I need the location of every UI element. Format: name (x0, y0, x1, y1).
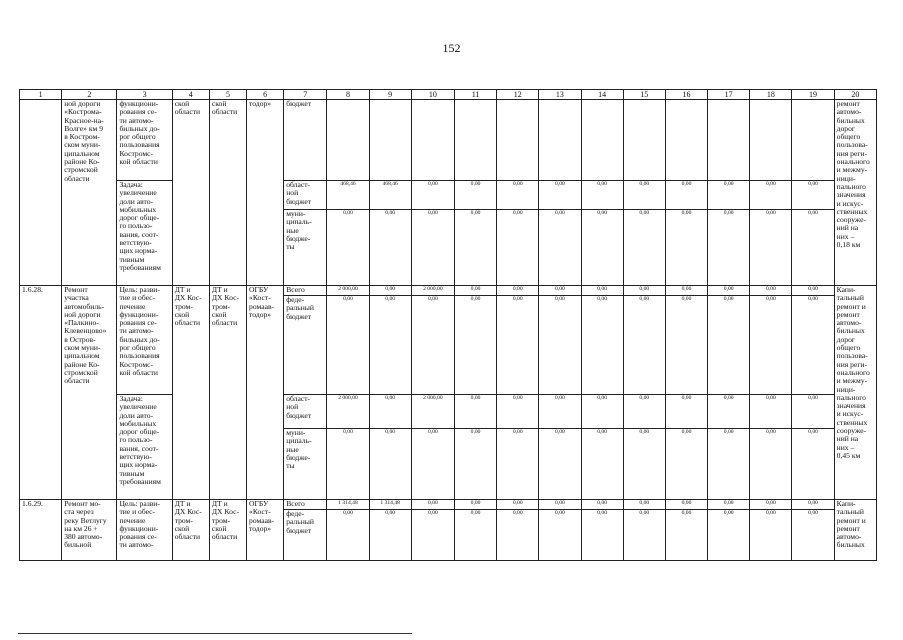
column-header: 18 (750, 90, 792, 100)
value-cell (708, 100, 750, 181)
column-header: 10 (411, 90, 454, 100)
column-header: 12 (497, 90, 539, 100)
header-row (20, 90, 877, 100)
value-cell: 0,00 (750, 296, 792, 395)
column-header: 13 (539, 90, 581, 100)
value-cell: 0,00 (369, 210, 411, 286)
column-header: 2 (62, 90, 117, 100)
value-cell (792, 100, 834, 181)
coexecutor-cell: ОГБУ «Кост- ромаав- тодор» (247, 500, 284, 561)
value-cell: 2 000,00 (411, 286, 454, 296)
value-cell: 0,00 (497, 395, 539, 429)
column-header: 3 (117, 90, 172, 100)
footer-rule (18, 633, 412, 634)
value-cell: 0,00 (750, 395, 792, 429)
goal-cell: функциони- рования се- ти автомо- бильных до- рог общего пользования Костромс- кой области (117, 100, 172, 181)
value-cell: 2 000,00 (327, 286, 369, 296)
task-cell: Задача: увеличение доли авто- мобильных дорог обще- го пользо- вания, соот- ветствую- щих норма- тивным требованиям (117, 395, 172, 500)
value-cell: 2 000,00 (327, 395, 369, 429)
value-cell: 0,00 (750, 429, 792, 500)
column-header: 16 (665, 90, 707, 100)
value-cell (454, 100, 496, 181)
executor-cell: ской области (209, 100, 246, 286)
goal-cell: Цель: разви- тие и обес- печение функциони- рования се- ти автомо- (117, 500, 172, 561)
value-cell: 1 314,48 (369, 500, 411, 510)
value-cell: 0,00 (792, 210, 834, 286)
value-cell (411, 100, 454, 181)
value-cell: 0,00 (665, 395, 707, 429)
value-cell: 0,00 (792, 395, 834, 429)
table-row (20, 181, 877, 210)
name-cell: Ремонт мо- ста через реку Ветлугу на км 26 + 380 автомо- бильной (62, 500, 117, 561)
value-cell: 0,00 (454, 429, 496, 500)
value-cell: 0,00 (539, 429, 581, 500)
value-cell: 0,00 (581, 510, 623, 561)
value-cell: 0,00 (623, 500, 665, 510)
source-cell: област- ной бюджет (284, 395, 327, 429)
value-cell: 0,00 (369, 429, 411, 500)
value-cell: 468,46 (369, 181, 411, 210)
table-row (20, 395, 877, 429)
value-cell: 0,00 (665, 181, 707, 210)
executor-cell: ДТ и ДХ Кос- тром- ской области (209, 286, 246, 500)
value-cell: 0,00 (623, 296, 665, 395)
value-cell: 0,00 (539, 296, 581, 395)
value-cell (665, 100, 707, 181)
value-cell: 0,00 (665, 296, 707, 395)
value-cell: 0,00 (750, 181, 792, 210)
value-cell: 0,00 (623, 181, 665, 210)
table-body (20, 90, 877, 561)
column-header: 11 (454, 90, 496, 100)
number-cell: 1.6.29. (20, 500, 62, 561)
value-cell: 1 314,48 (327, 500, 369, 510)
column-header: 20 (834, 90, 876, 100)
value-cell: 0,00 (581, 181, 623, 210)
executor-cell: ской области (172, 100, 209, 286)
value-cell: 0,00 (623, 286, 665, 296)
value-cell: 0,00 (665, 210, 707, 286)
value-cell: 0,00 (623, 210, 665, 286)
value-cell: 0,00 (369, 510, 411, 561)
value-cell: 0,00 (497, 286, 539, 296)
column-header: 8 (327, 90, 369, 100)
source-cell: Всего (284, 286, 327, 296)
value-cell (327, 100, 369, 181)
name-cell: ной дороги «Кострома- Красное-на- Волге» км 9 в Костром- ском муни- ципальном районе Ко- стромской области (62, 100, 117, 286)
value-cell: 0,00 (497, 210, 539, 286)
value-cell: 0,00 (497, 181, 539, 210)
column-header: 17 (708, 90, 750, 100)
value-cell: 0,00 (581, 395, 623, 429)
value-cell: 0,00 (792, 296, 834, 395)
executor-cell: ДТ и ДХ Кос- тром- ской области (172, 286, 209, 500)
value-cell: 0,00 (539, 500, 581, 510)
value-cell: 0,00 (497, 510, 539, 561)
value-cell: 0,00 (454, 210, 496, 286)
result-cell: Капи- тальный ремонт и ремонт автомо- бильных (834, 500, 876, 561)
value-cell: 0,00 (581, 500, 623, 510)
value-cell: 0,00 (327, 429, 369, 500)
value-cell: 0,00 (792, 500, 834, 510)
value-cell (369, 100, 411, 181)
value-cell: 0,00 (708, 286, 750, 296)
value-cell: 0,00 (369, 286, 411, 296)
value-cell (497, 100, 539, 181)
value-cell: 0,00 (708, 210, 750, 286)
value-cell: 0,00 (327, 210, 369, 286)
value-cell: 0,00 (623, 510, 665, 561)
value-cell: 0,00 (708, 296, 750, 395)
value-cell: 0,00 (497, 429, 539, 500)
value-cell: 0,00 (411, 429, 454, 500)
value-cell: 0,00 (411, 296, 454, 395)
result-cell: ремонт автомо- бильных дорог общего пользова- ния реги- онального и межму- ници- пального значения и искус- ственных сооруже- ний на них – 0,18 км (834, 100, 876, 286)
value-cell: 0,00 (708, 429, 750, 500)
value-cell: 0,00 (539, 510, 581, 561)
value-cell: 0,00 (623, 429, 665, 500)
value-cell: 0,00 (411, 181, 454, 210)
table-row (20, 100, 877, 181)
value-cell: 0,00 (708, 510, 750, 561)
value-cell (623, 100, 665, 181)
source-cell: област- ной бюджет (284, 181, 327, 210)
value-cell: 0,00 (665, 429, 707, 500)
table-row (20, 286, 877, 296)
value-cell (539, 100, 581, 181)
value-cell: 0,00 (327, 510, 369, 561)
value-cell: 0,00 (750, 210, 792, 286)
value-cell: 0,00 (454, 286, 496, 296)
value-cell: 0,00 (411, 510, 454, 561)
budget-table (19, 89, 877, 561)
value-cell: 0,00 (581, 286, 623, 296)
value-cell: 0,00 (539, 181, 581, 210)
executor-cell: ДТ и ДХ Кос- тром- ской области (209, 500, 246, 561)
column-header: 14 (581, 90, 623, 100)
value-cell: 0,00 (581, 210, 623, 286)
task-cell: Задача: увеличение доли авто- мобильных дорог обще- го пользо- вания, соот- ветствую- щих норма- тивным требованиям (117, 181, 172, 286)
result-cell: Капи- тальный ремонт и ремонт автомо- бильных дорог общего пользова- ния реги- онального и межму- ници- пального значения и искус- ственных сооруже- ний на них – 0,45 км (834, 286, 876, 500)
value-cell (581, 100, 623, 181)
value-cell: 2 000,00 (411, 395, 454, 429)
column-header: 9 (369, 90, 411, 100)
value-cell: 0,00 (497, 500, 539, 510)
value-cell: 0,00 (750, 500, 792, 510)
value-cell: 0,00 (665, 286, 707, 296)
value-cell: 0,00 (454, 181, 496, 210)
table-row (20, 500, 877, 510)
value-cell (750, 100, 792, 181)
value-cell: 0,00 (708, 395, 750, 429)
value-cell: 0,00 (750, 510, 792, 561)
value-cell: 0,00 (792, 429, 834, 500)
value-cell: 0,00 (369, 296, 411, 395)
page-number: 152 (442, 41, 461, 55)
value-cell: 0,00 (454, 395, 496, 429)
source-cell: Всего (284, 500, 327, 510)
coexecutor-cell: ОГБУ «Кост- ромаав- тодор» (247, 286, 284, 500)
number-cell (20, 100, 62, 286)
column-header: 7 (284, 90, 327, 100)
column-header: 1 (20, 90, 62, 100)
value-cell: 0,00 (411, 500, 454, 510)
column-header: 5 (209, 90, 246, 100)
value-cell: 0,00 (708, 181, 750, 210)
value-cell: 0,00 (539, 210, 581, 286)
goal-cell: Цель: разви- тие и обес- печение функциони- рования се- ти автомо- бильных до- рог общего пользования Костромс- кой области (117, 286, 172, 395)
column-header: 19 (792, 90, 834, 100)
value-cell: 0,00 (369, 395, 411, 429)
source-cell: муни- ципаль- ные бюдже- ты (284, 429, 327, 500)
source-cell: феде- ральный бюджет (284, 296, 327, 395)
value-cell: 0,00 (623, 395, 665, 429)
value-cell: 0,00 (581, 296, 623, 395)
value-cell: 0,00 (581, 429, 623, 500)
source-cell: феде- ральный бюджет (284, 510, 327, 561)
value-cell: 0,00 (539, 395, 581, 429)
value-cell: 0,00 (708, 500, 750, 510)
number-cell: 1.6.28. (20, 286, 62, 500)
source-cell: бюджет (284, 100, 327, 181)
column-header: 6 (247, 90, 284, 100)
value-cell: 0,00 (750, 286, 792, 296)
value-cell: 0,00 (539, 286, 581, 296)
value-cell: 0,00 (411, 210, 454, 286)
value-cell: 0,00 (454, 500, 496, 510)
name-cell: Ремонт участка автомобиль- ной дороги «Палкино- Клевенцово» в Остров- ском муни- ципальном районе Ко- стромской области (62, 286, 117, 500)
value-cell: 0,00 (792, 510, 834, 561)
value-cell: 0,00 (327, 296, 369, 395)
value-cell: 0,00 (454, 510, 496, 561)
column-header: 4 (172, 90, 209, 100)
value-cell: 0,00 (792, 181, 834, 210)
executor-cell: ДТ и ДХ Кос- тром- ской области (172, 500, 209, 561)
value-cell: 0,00 (497, 296, 539, 395)
value-cell: 0,00 (665, 510, 707, 561)
coexecutor-cell: тодор» (247, 100, 284, 286)
source-cell: муни- ципаль- ные бюдже- ты (284, 210, 327, 286)
value-cell: 468,46 (327, 181, 369, 210)
value-cell: 0,00 (792, 286, 834, 296)
column-header: 15 (623, 90, 665, 100)
value-cell: 0,00 (454, 296, 496, 395)
value-cell: 0,00 (665, 500, 707, 510)
